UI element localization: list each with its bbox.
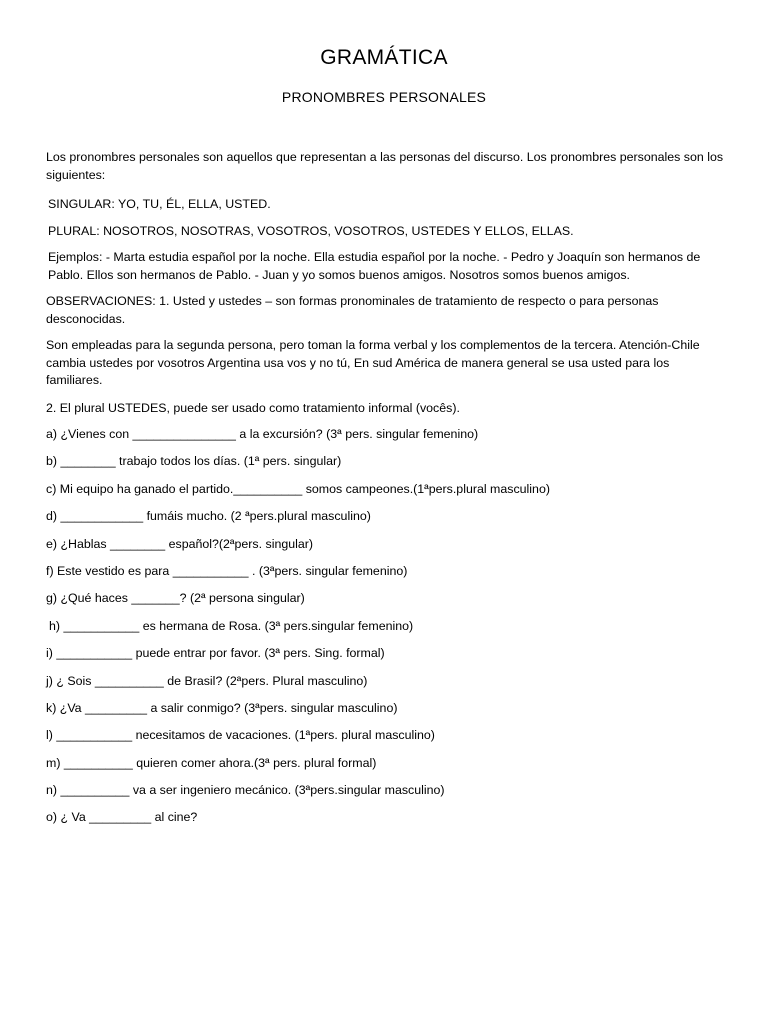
document-body [46, 149, 726, 837]
exercise-item-e: e) ¿Hablas ________ español?(2ªpers. singular) [46, 536, 314, 551]
exercise-item-n: n) __________ va a ser ingeniero mecánico. (3ªpers.singular masculino) [46, 783, 445, 798]
intro-paragraph: Los pronombres personales son aquellos que representan a las personas del discurso. Los pronombres personales son los siguientes: [46, 150, 724, 182]
exercise-item-c: c) Mi equipo ha ganado el partido.__________ somos campeones.(1ªpers.plural masculino) [46, 481, 550, 496]
exercise-item-l: l) ___________ necesitamos de vacaciones. (1ªpers. plural masculino) [46, 728, 435, 743]
exercise-item-k: k) ¿Va _________ a salir conmigo? (3ªpers. singular masculino) [46, 700, 398, 715]
exercise-item-j: j) ¿ Sois __________ de Brasil? (2ªpers. Plural masculino) [46, 673, 368, 688]
exercise-item-m: m) __________ quieren comer ahora.(3ª pers. plural formal) [46, 755, 377, 770]
examples-paragraph: Ejemplos: - Marta estudia español por la noche. Ella estudia español por la noche. - Pedro y Joaquín son hermanos de Pablo. Ellos son hermanos de Pablo. - Juan y yo somos buenos amigos. Nosotros somos buenos amigos. [48, 250, 701, 282]
exercise-item-b: b) ________ trabajo todos los días. (1ª pers. singular) [46, 454, 342, 469]
ustedes-paragraph: 2. El plural USTEDES, puede ser usado como tratamiento informal (vocês). [46, 400, 460, 415]
observations-paragraph: OBSERVACIONES: 1. Usted y ustedes – son formas pronominales de tratamiento de respecto o para personas desconocidas. [46, 294, 659, 326]
exercise-item-o: o) ¿ Va _________ al cine? [46, 810, 198, 825]
exercise-item-f: f) Este vestido es para ___________ . (3ªpers. singular femenino) [46, 563, 408, 578]
singular-paragraph: SINGULAR: YO, TU, ÉL, ELLA, USTED. [48, 197, 271, 211]
exercise-item-h: h) ___________ es hermana de Rosa. (3ª pers.singular femenino) [49, 618, 414, 633]
exercise-item-i: i) ___________ puede entrar por favor. (3ª pers. Sing. formal) [46, 646, 385, 661]
exercise-item-d: d) ____________ fumáis mucho. (2 ªpers.plural masculino) [46, 509, 371, 524]
usage-paragraph: Son empleadas para la segunda persona, pero toman la forma verbal y los complementos de la tercera. Atención-Chile cambia ustedes por vosotros Argentina usa vos y no tú, En sud América de manera general se usa usted para los familiares. [46, 338, 700, 387]
exercise-item-g: g) ¿Qué haces _______? (2ª persona singular) [46, 591, 305, 606]
page-subtitle: PRONOMBRES PERSONALES [281, 89, 487, 105]
exercise-item-a: a) ¿Vienes con _______________ a la excursión? (3ª pers. singular femenino) [46, 427, 479, 441]
page-title: GRAMÁTICA [320, 46, 448, 69]
plural-paragraph: PLURAL: NOSOTROS, NOSOTRAS, VOSOTROS, VOSOTROS, USTEDES Y ELLOS, ELLAS. [48, 223, 574, 238]
